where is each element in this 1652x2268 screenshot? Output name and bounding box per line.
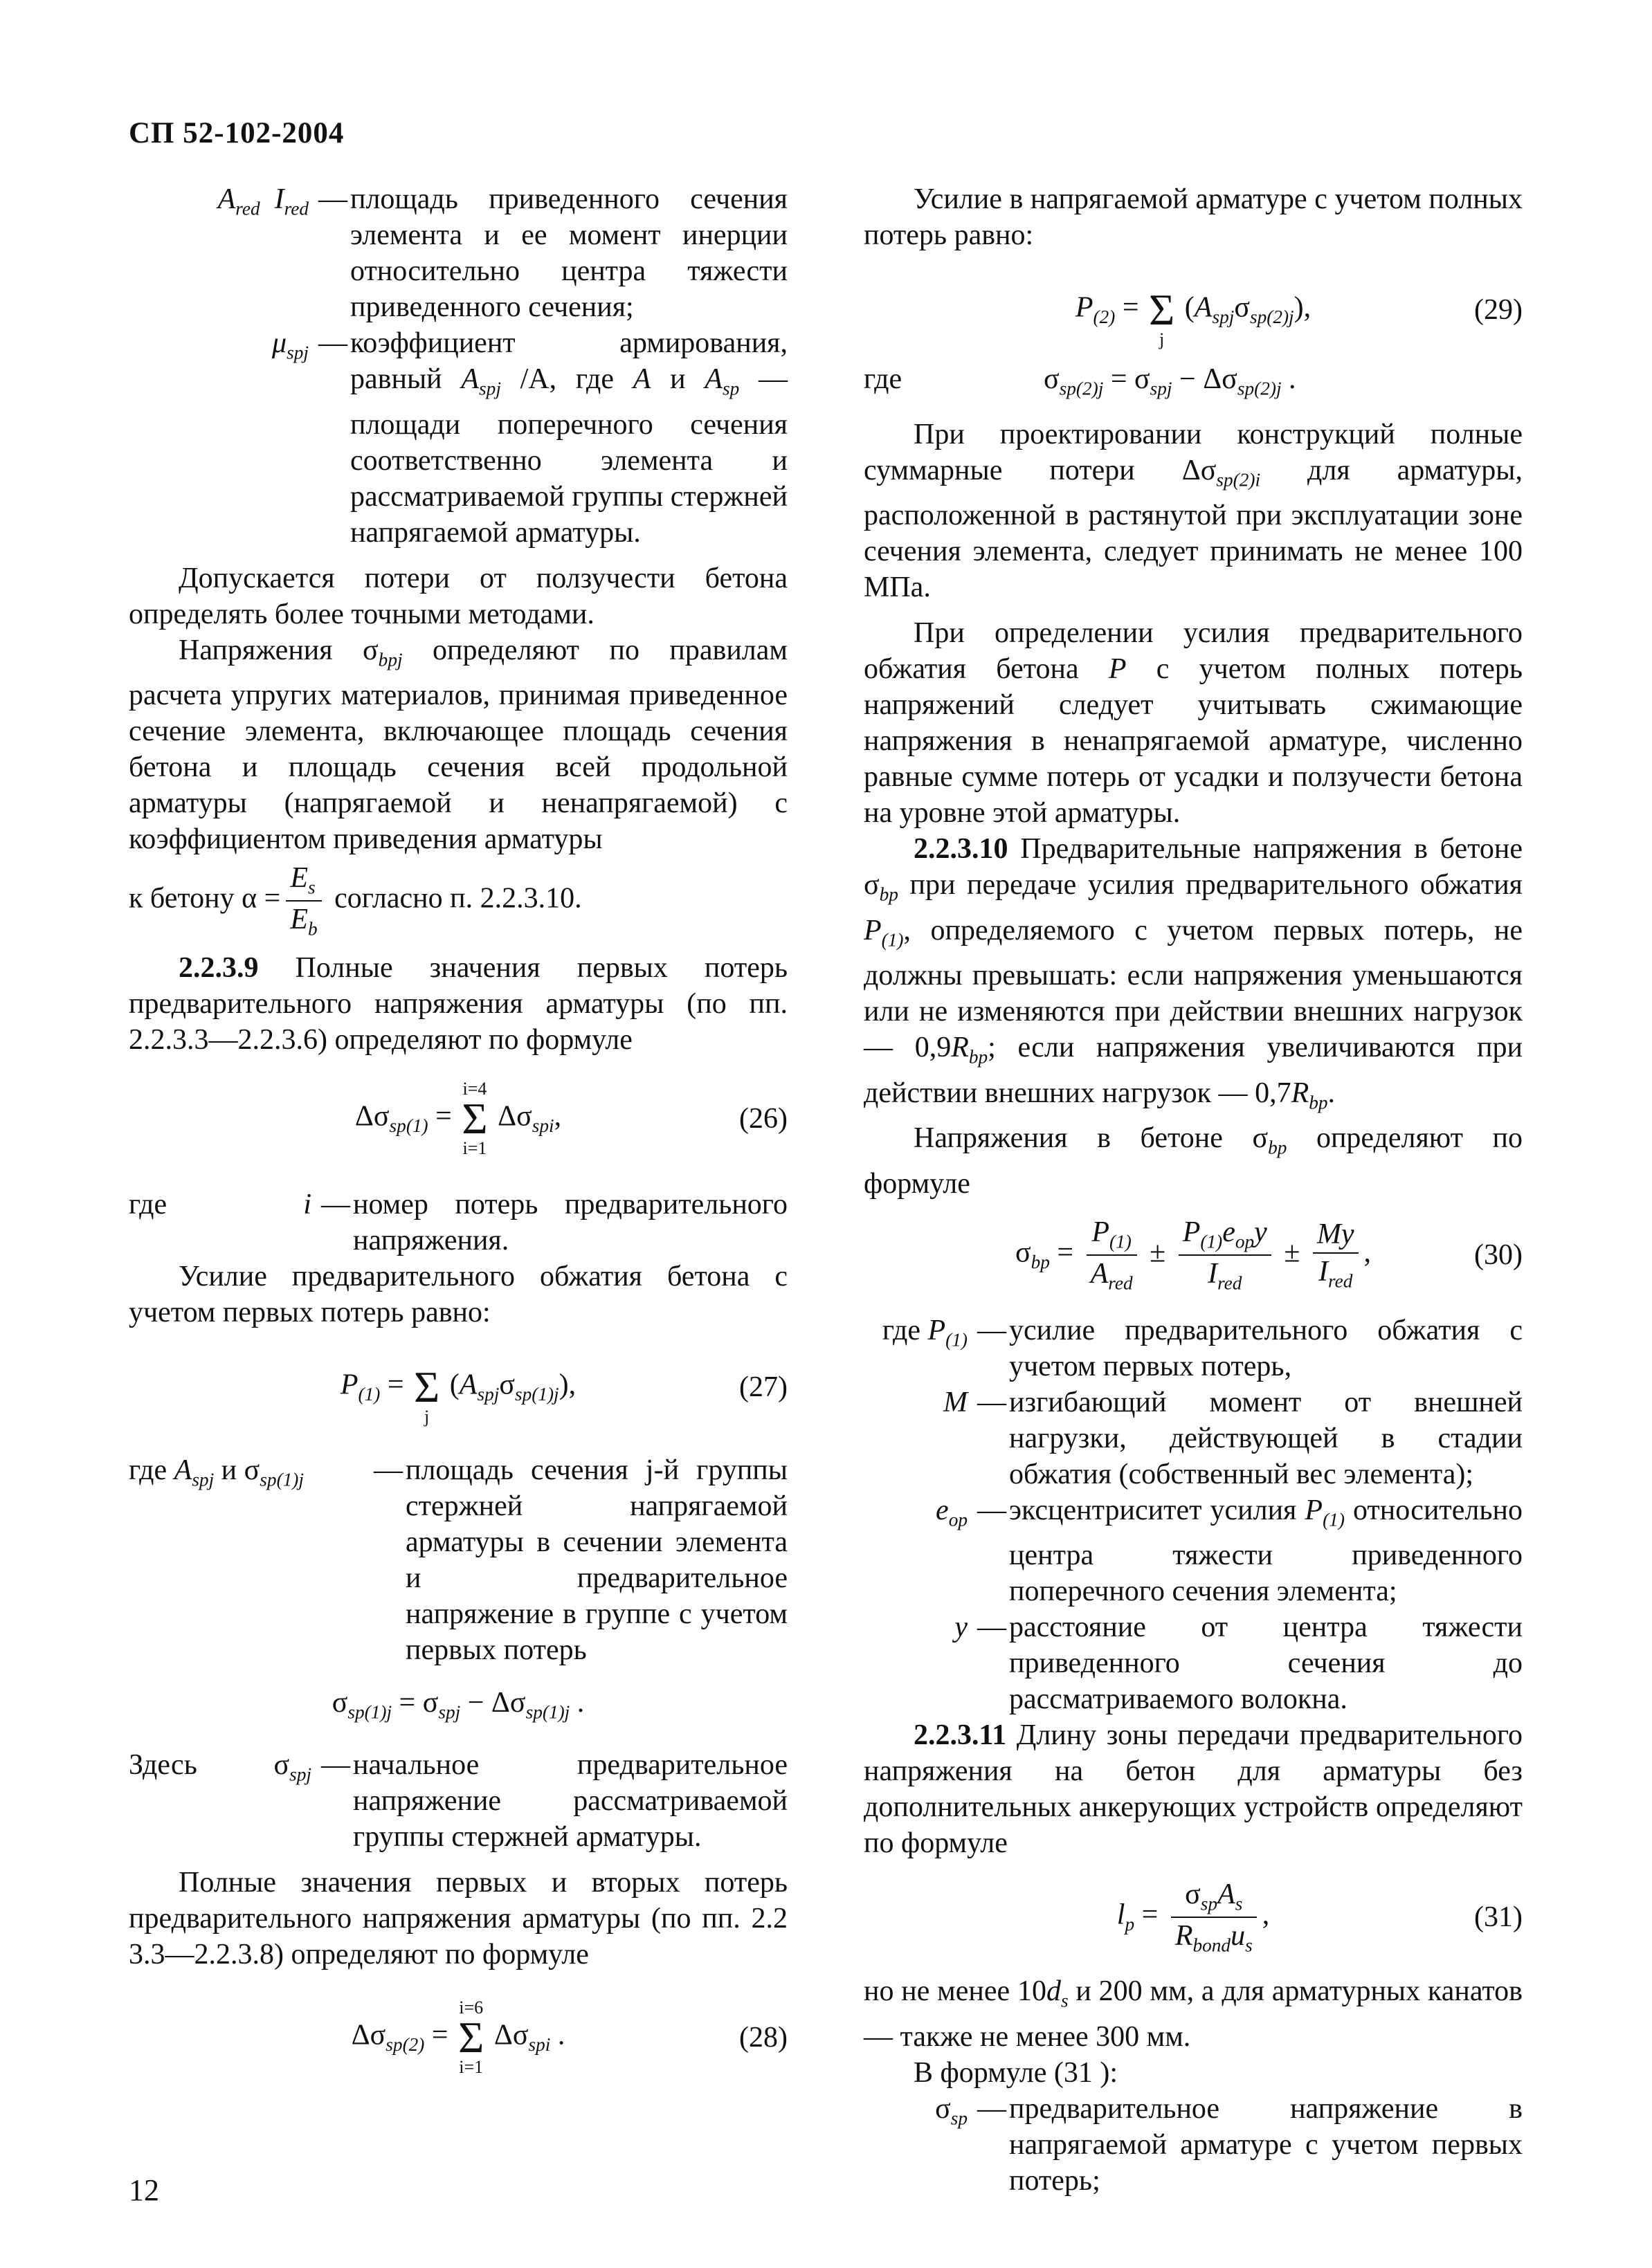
page-number: 12 [129,2173,159,2207]
definition-m: M — изгибающий момент от внешней нагрузки, действующей в стадии обжатия (собственный вес элемента); [943,1386,1523,1490]
formula-27: $P_{(1)}$ = Σ j $(A_{spj}\sigma_{sp(1)j})$, (27) [340,1362,788,1427]
definition-mu: $\mu_{spj}$ — коэффициент армирования, равный $A_{spj}$ /A, где A и $A_{sp}$ — площади поперечного сечения соответственно элемента и рассматриваемой группы стержней напрягаемой арматуры. [129,325,788,551]
left-column [129,181,788,2078]
formula-29: $P_{(2)}$ = Σ j $(A_{spj}\sigma_{sp(2)j})$, (29) [1075,285,1523,349]
definition-aspj-sigma: где $A_{spj}$ и $\sigma_{sp(1)j}$ — площадь сечения j-й группы стержней напрягаемой арматуры в сечении элемента и предварительное напряжение в группе с учетом первых потерь [129,1454,788,1666]
definition-symbol: $A_{red}$ $I_{red}$ [217,183,309,219]
right-column [864,181,1523,2199]
definition-text: коэффициент армирования, равный $A_{spj}$ /A, где A и $A_{sp}$ — площади поперечного сечения соответственно элемента и рассматриваемой группы стержней напрягаемой арматуры. [350,327,788,549]
formula-number: (29) [1474,294,1523,326]
formula-number: (27) [739,1371,788,1403]
formula-number: (26) [739,1102,788,1135]
paragraph: Напряжения $\sigma_{bpj}$ определяют по правилам расчета упругих материалов, принимая приведенное сечение элемента, включающее площадь сечения бетона и площадь сечения всей продольной арматуры (напрягаемой и ненапрягаемой) с коэффициентом приведения арматуры [129,634,788,856]
definition-eop: $e_{op}$ — эксцентриситет усилия $P_{(1)}$ относительно центра тяжести приведенного поперечного сечения элемента; [936,1494,1523,1608]
formula-number: (31) [1474,1901,1523,1934]
paragraph: Усилие в напрягаемой арматуре с учетом полных потерь равно: [864,183,1523,251]
formula-number: (28) [739,2021,788,2054]
paragraph: но не менее $10d_s$ и 200 мм, а для арматурных канатов — также не менее 300 мм. [864,1975,1523,2053]
page-header: СП 52-102-2004 [129,117,345,149]
definition-symbol: $\mu_{spj}$ [272,327,309,363]
definition-i: где i — номер потерь предварительного напряжения. [129,1188,788,1256]
formula-number: (30) [1474,1238,1523,1271]
paragraph: Усилие предварительного обжатия бетона с учетом первых потерь равно: [129,1260,788,1328]
formula-sigma-sp1: $\sigma_{sp(1)j} = \sigma_{spj} - \Delta\sigma_{sp(1)j}$ . [332,1686,585,1723]
definition-ared-ired: $A_{red}$ $I_{red}$ — площадь приведенного сечения элемента и ее момент инерции относительно центра тяжести приведенного сечения; [129,181,788,325]
formula-26: $\Delta\sigma_{sp(1)}$ = i=4 Σ i=1 $\Delta\sigma_{spi}$, (26) [354,1078,788,1158]
definition-p1: где $P_{(1)}$ — усилие предварительного обжатия с учетом первых потерь, [882,1314,1523,1382]
section-2-2-3-10: 2.2.3.10 Предварительные напряжения в бетоне $\sigma_{bp}$ при передаче усилия предварительного обжатия $P_{(1)}$, определяемого с учетом первых потерь, не должны превышать: если напряжения уменьшаются или не изменяются при действии внешних нагрузок — $0,9R_{bp}$; если напряжения увеличиваются при действии внешних нагрузок — $0,7R_{bp}$. [864,833,1523,1113]
section-2-2-3-11: 2.2.3.11 Длину зоны передачи предварительного напряжения на бетон для арматуры без дополнительных анкерующих устройств определяют по формуле [864,1719,1523,1860]
paragraph: В формуле (31 ): [914,2056,1118,2089]
paragraph: Полные значения первых и вторых потерь предварительного напряжения арматуры (по пп. 2.2 3.3—2.2.3.8) определяют по формуле [129,1866,788,1970]
formula-sigma-sp2: где $\sigma_{sp(2)j} = \sigma_{spj} - \Delta\sigma_{sp(2)j}$ . [864,363,1296,399]
paragraph-alpha: к бетону α = $\frac{E_s}{E_b}$ согласно п. 2.2.3.10. [129,862,582,940]
paragraph: При определении усилия предварительного обжатия бетона P с учетом полных потерь напряжений следует учитывать сжимающие напряжения в ненапрягаемой арматуре, численно равные сумме потерь от усадки и ползучести бетона на уровне этой арматуры. [864,617,1523,830]
paragraph: При проектировании конструкций полные суммарные потери $\Delta\sigma_{sp(2)i}$ для арматуры, расположенной в растянутой при эксплуатации зоне сечения элемента, следует принимать не менее 100 МПа. [864,418,1523,604]
definition-text: площадь приведенного сечения элемента и ее момент инерции относительно центра тяжести приведенного сечения; [350,183,788,323]
formula-30: $\sigma_{bp}$ = $\frac{P_{(1)}}{A_{red}}$ ± $\frac{P_{(1)}e_{op}y}{I_{red}}$ ± $\frac{My}{I_{red}}$ , (30) [1015,1216,1523,1294]
section-2-2-3-9: 2.2.3.9 Полные значения первых потерь предварительного напряжения арматуры (по пп. 2.2.3.3—2.2.3.6) определяют по формуле [129,951,788,1056]
formula-31: $l_p$ = $\frac{\sigma_{sp}A_s}{R_{bond}u_s}$ , (31) [1116,1878,1523,1956]
definition-sigma-sp: $\sigma_{sp}$ — предварительное напряжение в напрягаемой арматуре с учетом первых потерь; [935,2092,1523,2197]
formula-28: $\Delta\sigma_{sp(2)}$ = i=6 Σ i=1 $\Delta\sigma_{spi}$ . (28) [351,1997,788,2077]
definition-sigma-spj: Здесь $\sigma_{spj}$ — начальное предварительное напряжение рассматриваемой группы стержней арматуры. [129,1748,788,1853]
definition-y: y — расстояние от центра тяжести приведенного сечения до рассматриваемого волокна. [954,1611,1523,1716]
paragraph: Допускается потери от ползучести бетона определять более точными методами. [129,562,788,630]
paragraph: Напряжения в бетоне $\sigma_{bp}$ определяют по формуле [864,1122,1523,1200]
